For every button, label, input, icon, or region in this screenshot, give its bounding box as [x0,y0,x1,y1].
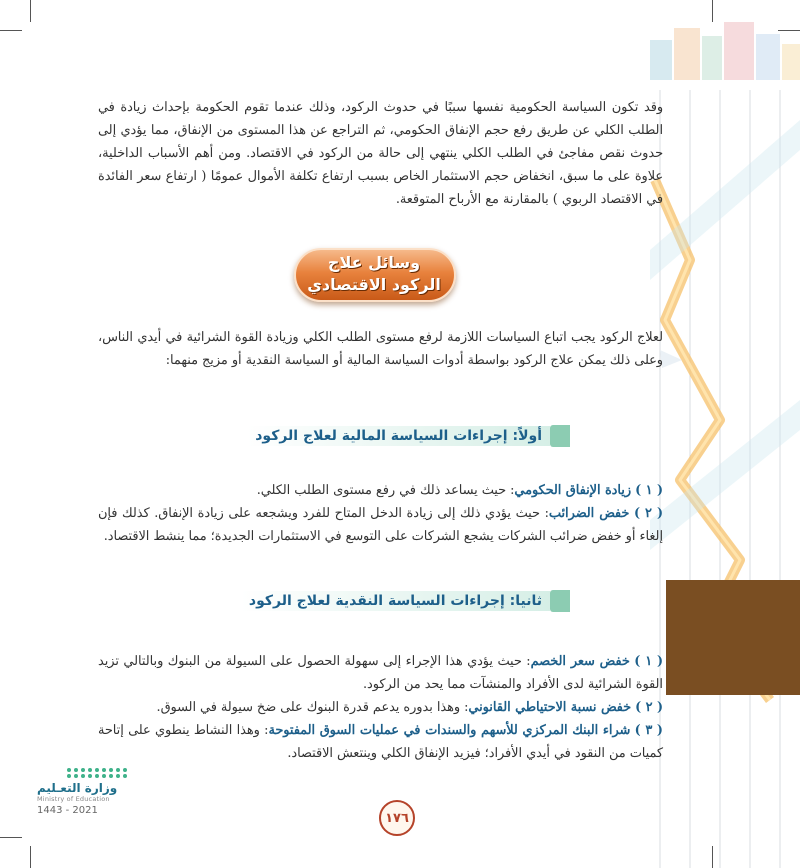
badge-title-line2: الركود الاقتصادي [307,275,441,294]
item-number: ( ١ ) [634,654,664,669]
page-number: ١٧٦ [379,800,415,836]
item-key: زيادة الإنفاق الحكومي [514,483,632,498]
item-key: خفض نسبة الاحتياطي القانوني [468,700,632,715]
brown-decor-block [666,580,800,695]
list-item [98,719,663,765]
heading-tab-icon [550,590,570,612]
item-text: : حيث يؤدي ذلك إلى زيادة الدخل المتاح للفرد ويشجعه على زيادة الإنفاق. كذلك فإن إلغاء أو خفض ضرائب الشركات يشجع الشركات على التوسع في الاستثمارات الجديدة؛ مما ينشط الاقتصاد. [98,506,663,544]
treatment-paragraph: لعلاج الركود يجب اتباع السياسات اللازمة لرفع مستوى الطلب الكلي وزيادة القوة الشرائية في أيدي الناس، وعلى ذلك يمكن علاج الركود بواسطة أدوات السياسة المالية أو السياسة النقدية أو مزيج منهما: [98,330,663,368]
crop-mark [30,846,31,868]
fiscal-policy-heading [247,425,570,447]
item-text: : وهذا بدوره يدعم قدرة البنوك على ضخ سيولة في السوق. [156,700,469,715]
list-item [98,696,663,719]
fiscal-policy-heading-text: أولاً: إجراءات السياسة المالية لعلاج الركود [247,426,550,446]
ministry-logo [37,768,127,816]
item-text: : حيث يؤدي هذا الإجراء إلى سهولة الحصول على السيولة من البنوك وبالتالي تزيد القوة الشرائية لدى الأفراد والمنشآت مما يحد من الركود. [98,654,663,692]
intro-section [98,96,663,211]
item-key: خفض الضرائب [548,506,630,521]
crop-mark [0,30,22,31]
intro-paragraph: وقد تكون السياسة الحكومية نفسها سببًا في حدوث الركود، وذلك عندما تقوم الحكومة بإحداث زيادة في الطلب الكلي عن طريق رفع حجم الإنفاق الحكومي، ثم التراجع عن هذا المستوى من الإنفاق، مما يؤدي إلى حدوث نقص مفاجئ في الطلب الكلي ينتهي إلى حالة من الركود في الاقتصاد. ومن أهم الأسباب الداخلية، علاوة على ما سبق، انخفاض حجم الاستثمار الخاص بسبب ارتفاع تكلفة الأموال عمومًا ( ارتفاع سعر الفائدة في الاقتصاد الربوي ) بالمقارنة مع الأرباح المتوقعة. [98,100,663,207]
edition-year: 2021 - 1443 [37,805,98,816]
section-title-badge [288,238,460,306]
item-key: شراء البنك المركزي للأسهم والسندات في عمليات السوق المفتوحة [268,723,631,738]
item-number: ( ٢ ) [635,700,663,715]
ministry-name-ar: وزارة التعـليم [37,781,118,795]
logo-dots-icon [77,768,127,778]
list-item [98,650,663,696]
heading-tab-icon [550,425,570,447]
ministry-name-en: Ministry of Education [37,795,110,803]
monetary-policy-heading-text: ثانيا: إجراءات السياسة النقدية لعلاج الركود [241,591,550,611]
item-number: ( ١ ) [635,483,663,498]
item-key: خفض سعر الخصم [530,654,630,669]
item-number: ( ٢ ) [633,506,664,521]
list-item [98,479,663,502]
monetary-policy-list [98,650,663,765]
item-text: : وهذا النشاط ينطوي على إتاحة كميات من النقود في أيدي الأفراد؛ فيزيد الإنفاق الكلي وينتعش الاقتصاد. [98,723,663,761]
treatment-section [98,326,663,372]
list-item [98,502,663,548]
badge-title-line1: وسائل علاج [327,253,421,272]
monetary-policy-heading [241,590,570,612]
decorative-band [650,0,800,868]
item-text: : حيث يساعد ذلك في رفع مستوى الطلب الكلي. [256,483,515,498]
crop-mark [0,837,22,838]
fiscal-policy-list [98,479,663,548]
crop-mark [30,0,31,22]
item-number: ( ٣ ) [634,723,663,738]
